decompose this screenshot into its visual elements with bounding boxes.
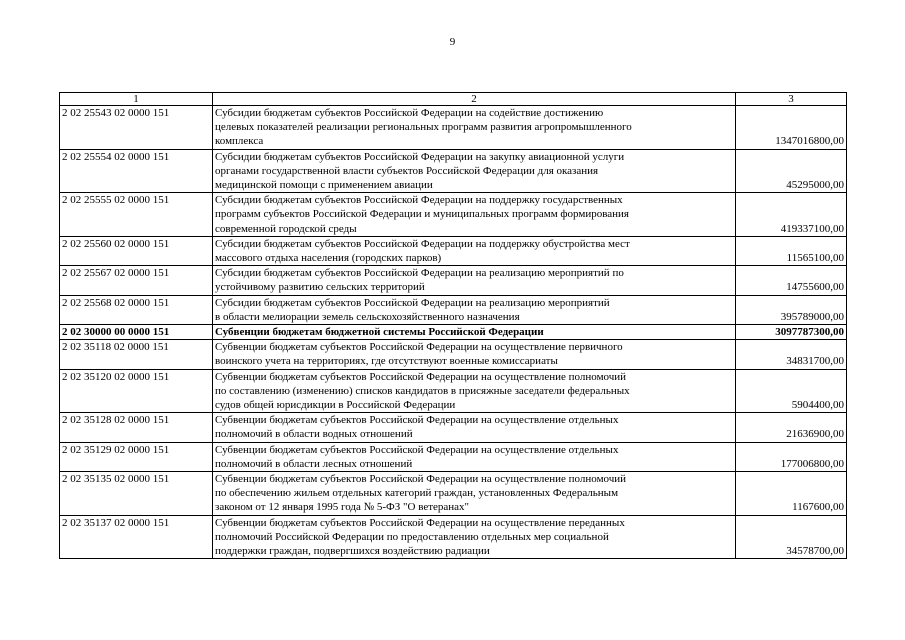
description-cell [213,295,736,324]
description-cell [213,266,736,295]
description-line: современной городской среды [215,222,357,235]
amount-cell: 1347016800,00 [736,106,847,150]
table-row [60,236,847,265]
budget-code-cell: 2 02 25554 02 0000 151 [60,149,213,193]
budget-code-cell: 2 02 30000 00 0000 151 [60,325,213,340]
description-cell [213,325,736,340]
column-header-name: 2 [213,93,736,106]
description-line: Субсидии бюджетам субъектов Российской Федерации на поддержку государственных [215,194,623,207]
amount-cell: 177006800,00 [736,442,847,471]
description-line: Субсидии бюджетам субъектов Российской Федерации на реализацию мероприятий по [215,267,624,280]
description-line: полномочий в области лесных отношений [215,457,413,470]
budget-code-cell: 2 02 35135 02 0000 151 [60,472,213,516]
description-line: законом от 12 января 1995 года № 5-ФЗ "О ветеранах" [215,501,470,514]
description-cell [213,442,736,471]
description-line: в области мелиорации земель сельскохозяйственного назначения [215,310,520,323]
description-line: программ субъектов Российской Федерации и муниципальных программ формирования [215,208,629,221]
table-header-row [60,93,847,106]
description-line: Субсидии бюджетам субъектов Российской Федерации на поддержку обустройства мест [215,237,630,250]
description-line: по составлению (изменению) списков кандидатов в присяжные заседатели федеральных [215,384,630,397]
description-line: поддержки граждан, подвергшихся воздействию радиации [215,545,490,558]
description-cell [213,236,736,265]
table-row [60,442,847,471]
amount-cell: 11565100,00 [736,236,847,265]
table-row [60,369,847,413]
column-header-amount: 3 [736,93,847,106]
amount-cell: 395789000,00 [736,295,847,324]
description-line: устойчивому развитию сельских территорий [215,281,425,294]
budget-code-cell: 2 02 35137 02 0000 151 [60,515,213,559]
table-row [60,193,847,237]
table-row [60,340,847,369]
table-row [60,149,847,193]
description-cell [213,340,736,369]
budget-code-cell: 2 02 25567 02 0000 151 [60,266,213,295]
amount-cell: 5904400,00 [736,369,847,413]
column-header-code: 1 [60,93,213,106]
table-row [60,106,847,150]
amount-cell: 45295000,00 [736,149,847,193]
description-line: Субсидии бюджетам субъектов Российской Федерации на реализацию мероприятий [215,296,610,309]
description-line: судов общей юрисдикции в Российской Федерации [215,399,456,412]
amount-cell: 14755600,00 [736,266,847,295]
table-row [60,472,847,516]
description-line: Субвенции бюджетам субъектов Российской Федерации на осуществление полномочий [215,473,627,486]
description-line: Субвенции бюджетам субъектов Российской Федерации на осуществление первичного [215,341,623,354]
budget-code-cell: 2 02 35118 02 0000 151 [60,340,213,369]
description-cell [213,413,736,442]
description-line: Субсидии бюджетам субъектов Российской Федерации на содействие достижению [215,107,604,119]
budget-table [59,92,847,559]
budget-code-cell: 2 02 35120 02 0000 151 [60,369,213,413]
amount-cell: 419337100,00 [736,193,847,237]
description-line: полномочий в области водных отношений [215,428,413,441]
table-row [60,266,847,295]
table-row [60,515,847,559]
description-line: Субвенции бюджетам бюджетной системы Российской Федерации [215,326,544,339]
amount-cell: 34578700,00 [736,515,847,559]
table-row [60,413,847,442]
budget-code-cell: 2 02 35128 02 0000 151 [60,413,213,442]
budget-code-cell: 2 02 25560 02 0000 151 [60,236,213,265]
amount-cell: 3097787300,00 [736,325,847,340]
description-line: целевых показателей реализации региональных программ развития агропромышленного [215,121,632,134]
description-line: Субвенции бюджетам субъектов Российской Федерации на осуществление полномочий [215,370,627,383]
description-line: комплекса [215,135,264,148]
budget-code-cell: 2 02 25555 02 0000 151 [60,193,213,237]
amount-cell: 1167600,00 [736,472,847,516]
table-row [60,295,847,324]
table-row [60,325,847,340]
description-line: полномочий Российской Федерации по предоставлению отдельных мер социальной [215,530,609,543]
description-cell [213,106,736,150]
description-line: медицинской помощи с применением авиации [215,179,433,192]
description-line: Субвенции бюджетам субъектов Российской Федерации на осуществление переданных [215,516,625,529]
description-line: по обеспечению жильем отдельных категорий граждан, установленных Федеральным [215,487,619,500]
amount-cell: 34831700,00 [736,340,847,369]
budget-code-cell: 2 02 25543 02 0000 151 [60,106,213,150]
description-line: массового отдыха населения (городских парков) [215,252,442,265]
description-line: органами государственной власти субъектов Российской Федерации для оказания [215,164,599,177]
description-cell [213,472,736,516]
description-line: Субсидии бюджетам субъектов Российской Федерации на закупку авиационной услуги [215,150,625,163]
description-line: Субвенции бюджетам субъектов Российской Федерации на осуществление отдельных [215,414,619,427]
budget-code-cell: 2 02 25568 02 0000 151 [60,295,213,324]
description-line: Субвенции бюджетам субъектов Российской Федерации на осуществление отдельных [215,443,619,456]
page-number: 9 [449,36,456,48]
amount-cell: 21636900,00 [736,413,847,442]
description-cell [213,369,736,413]
description-cell [213,193,736,237]
budget-code-cell: 2 02 35129 02 0000 151 [60,442,213,471]
description-line: воинского учета на территориях, где отсутствуют военные комиссариаты [215,355,558,368]
description-cell [213,515,736,559]
description-cell [213,149,736,193]
